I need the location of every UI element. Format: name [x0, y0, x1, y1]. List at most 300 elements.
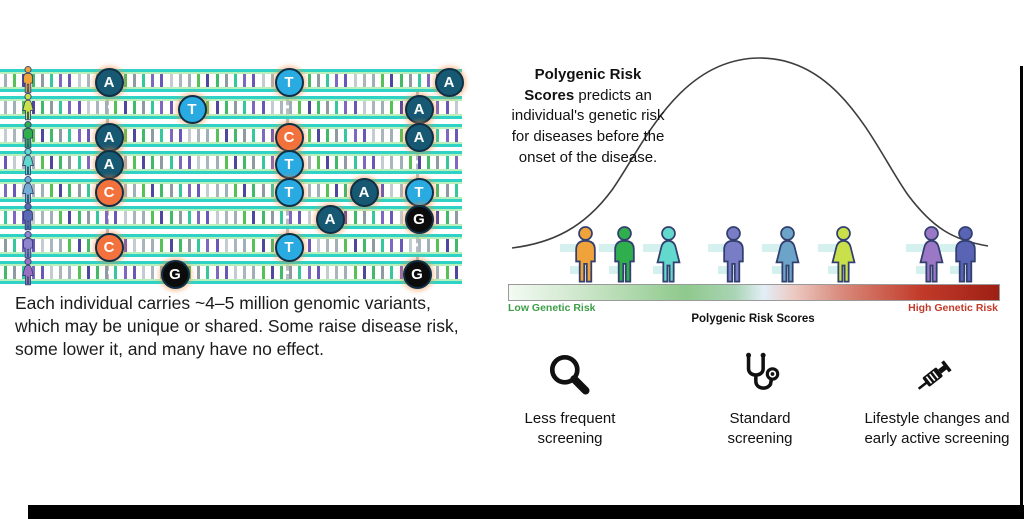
- base-pair-tick: [317, 80, 320, 87]
- base-pair-tick: [344, 272, 347, 279]
- base-pair-tick: [446, 272, 449, 279]
- base-pair-tick: [133, 80, 136, 87]
- base-pair-tick: [344, 107, 347, 114]
- base-pair-tick: [170, 80, 173, 87]
- individual-icon: [20, 258, 36, 286]
- base-pair-tick: [13, 217, 16, 224]
- base-pair-tick: [455, 272, 458, 279]
- base-pair-tick: [298, 272, 301, 279]
- base-pair-tick: [271, 190, 274, 197]
- base-pair-tick: [354, 272, 357, 279]
- base-pair-tick: [225, 217, 228, 224]
- base-pair-tick: [317, 162, 320, 169]
- base-pair-tick: [133, 190, 136, 197]
- base-pair-tick: [409, 162, 412, 169]
- base-pair-tick: [206, 217, 209, 224]
- base-pair-tick: [87, 190, 90, 197]
- risk-gradient-bar: [508, 284, 1000, 301]
- base-pair-tick: [216, 162, 219, 169]
- dna-strand: [0, 179, 462, 202]
- base-pair-tick: [114, 217, 117, 224]
- base-pair-tick: [4, 272, 7, 279]
- base-pair-tick: [96, 217, 99, 224]
- base-pair-tick: [446, 190, 449, 197]
- variant-allele-A: A: [435, 68, 464, 97]
- base-pair-tick: [13, 245, 16, 252]
- base-pair-tick: [59, 190, 62, 197]
- base-pair-tick: [446, 217, 449, 224]
- variant-allele-A: A: [95, 68, 124, 97]
- base-pair-tick: [206, 190, 209, 197]
- base-pair-tick: [354, 80, 357, 87]
- base-pair-tick: [216, 272, 219, 279]
- base-pair-tick: [142, 135, 145, 142]
- individual-icon: [20, 176, 36, 204]
- base-pair-tick: [78, 272, 81, 279]
- base-pair-tick: [133, 107, 136, 114]
- dna-strand: [0, 96, 462, 119]
- base-pair-tick: [455, 135, 458, 142]
- base-pair-tick: [344, 80, 347, 87]
- base-pair-tick: [4, 135, 7, 142]
- variant-allele-C: C: [275, 123, 304, 152]
- base-pair-tick: [418, 80, 421, 87]
- intro-rest: predicts an individual's genetic risk for diseases before the onset of the disease.: [511, 86, 665, 166]
- base-pair-tick: [381, 162, 384, 169]
- base-pair-tick: [170, 190, 173, 197]
- base-pair-tick: [133, 217, 136, 224]
- base-pair-tick: [59, 217, 62, 224]
- base-pair-tick: [78, 245, 81, 252]
- base-pair-tick: [124, 162, 127, 169]
- base-pair-tick: [151, 80, 154, 87]
- base-pair-tick: [160, 80, 163, 87]
- variant-allele-A: A: [316, 205, 345, 234]
- base-pair-tick: [271, 80, 274, 87]
- variant-allele-T: T: [275, 178, 304, 207]
- base-pair-tick: [335, 245, 338, 252]
- base-pair-tick: [41, 162, 44, 169]
- base-pair-tick: [381, 80, 384, 87]
- high-risk-label: High Genetic Risk: [908, 302, 998, 314]
- base-pair-tick: [280, 272, 283, 279]
- base-pair-tick: [133, 162, 136, 169]
- base-pair-tick: [225, 107, 228, 114]
- base-pair-tick: [68, 107, 71, 114]
- base-pair-tick: [262, 135, 265, 142]
- base-pair-tick: [262, 272, 265, 279]
- base-pair-tick: [234, 162, 237, 169]
- base-pair-tick: [271, 245, 274, 252]
- base-pair-tick: [446, 162, 449, 169]
- base-pair-tick: [87, 162, 90, 169]
- base-pair-tick: [13, 135, 16, 142]
- base-pair-tick: [188, 80, 191, 87]
- base-pair-tick: [390, 80, 393, 87]
- base-pair-tick: [381, 190, 384, 197]
- base-pair-tick: [446, 135, 449, 142]
- base-pair-tick: [308, 190, 311, 197]
- base-pair-tick: [271, 162, 274, 169]
- base-pair-tick: [446, 107, 449, 114]
- risk-person-icon: [717, 226, 750, 284]
- base-pair-tick: [262, 245, 265, 252]
- risk-person-icon: [915, 226, 948, 284]
- base-pair-tick: [41, 272, 44, 279]
- base-pair-tick: [124, 217, 127, 224]
- base-pair-tick: [326, 135, 329, 142]
- base-pair-tick: [197, 217, 200, 224]
- base-pair-tick: [78, 217, 81, 224]
- individual-icon: [20, 93, 36, 121]
- magnifier-icon: [545, 350, 595, 400]
- base-pair-tick: [390, 245, 393, 252]
- base-pair-tick: [308, 272, 311, 279]
- base-pair-tick: [4, 80, 7, 87]
- base-pair-tick: [68, 272, 71, 279]
- base-pair-tick: [68, 245, 71, 252]
- base-pair-tick: [418, 162, 421, 169]
- base-pair-tick: [243, 162, 246, 169]
- base-pair-tick: [50, 272, 53, 279]
- base-pair-tick: [197, 190, 200, 197]
- base-pair-tick: [363, 245, 366, 252]
- base-pair-tick: [326, 107, 329, 114]
- base-pair-tick: [372, 217, 375, 224]
- base-pair-tick: [344, 190, 347, 197]
- base-pair-tick: [243, 80, 246, 87]
- base-pair-tick: [354, 245, 357, 252]
- base-pair-tick: [160, 217, 163, 224]
- base-pair-tick: [151, 245, 154, 252]
- base-pair-tick: [271, 135, 274, 142]
- action-label: Less frequent screening: [524, 410, 616, 447]
- base-pair-tick: [59, 107, 62, 114]
- base-pair-tick: [436, 272, 439, 279]
- base-pair-tick: [363, 107, 366, 114]
- action-label: Standard screening: [727, 410, 793, 447]
- variant-allele-A: A: [405, 95, 434, 124]
- base-pair-tick: [216, 107, 219, 114]
- base-pair-tick: [455, 107, 458, 114]
- base-pair-tick: [151, 162, 154, 169]
- base-pair-tick: [317, 135, 320, 142]
- risk-person-icon: [771, 226, 804, 284]
- base-pair-tick: [298, 107, 301, 114]
- base-pair-tick: [225, 162, 228, 169]
- base-pair-tick: [188, 245, 191, 252]
- base-pair-tick: [326, 245, 329, 252]
- base-pair-tick: [390, 162, 393, 169]
- base-pair-tick: [124, 245, 127, 252]
- base-pair-tick: [13, 190, 16, 197]
- base-pair-tick: [317, 190, 320, 197]
- base-pair-tick: [179, 162, 182, 169]
- base-pair-tick: [50, 217, 53, 224]
- base-pair-tick: [271, 107, 274, 114]
- base-pair-tick: [96, 107, 99, 114]
- base-pair-tick: [317, 272, 320, 279]
- base-pair-tick: [4, 162, 7, 169]
- base-pair-tick: [179, 245, 182, 252]
- base-pair-tick: [308, 162, 311, 169]
- base-pair-tick: [243, 217, 246, 224]
- base-pair-tick: [78, 80, 81, 87]
- base-pair-tick: [234, 245, 237, 252]
- base-pair-tick: [68, 217, 71, 224]
- variant-allele-T: T: [275, 68, 304, 97]
- base-pair-tick: [252, 107, 255, 114]
- base-pair-tick: [133, 135, 136, 142]
- base-pair-tick: [252, 162, 255, 169]
- risk-person-icon: [608, 226, 641, 284]
- base-pair-tick: [197, 80, 200, 87]
- base-pair-tick: [142, 107, 145, 114]
- base-pair-tick: [262, 162, 265, 169]
- base-pair-tick: [344, 135, 347, 142]
- base-pair-tick: [133, 272, 136, 279]
- base-pair-tick: [160, 245, 163, 252]
- base-pair-tick: [262, 107, 265, 114]
- base-pair-tick: [409, 80, 412, 87]
- base-pair-tick: [400, 107, 403, 114]
- base-pair-tick: [206, 272, 209, 279]
- base-pair-tick: [427, 80, 430, 87]
- base-pair-tick: [409, 245, 412, 252]
- base-pair-tick: [188, 162, 191, 169]
- action-column: [675, 350, 845, 448]
- base-pair-tick: [335, 107, 338, 114]
- base-pair-tick: [13, 80, 16, 87]
- variant-allele-G: G: [161, 260, 190, 289]
- base-pair-tick: [234, 190, 237, 197]
- risk-person-icon: [949, 226, 982, 284]
- base-pair-tick: [50, 107, 53, 114]
- base-pair-tick: [170, 245, 173, 252]
- base-pair-tick: [124, 80, 127, 87]
- base-pair-tick: [354, 162, 357, 169]
- base-pair-tick: [372, 80, 375, 87]
- variant-allele-C: C: [95, 178, 124, 207]
- individual-icon: [20, 148, 36, 176]
- base-pair-tick: [216, 245, 219, 252]
- base-pair-tick: [326, 80, 329, 87]
- base-pair-tick: [59, 272, 62, 279]
- base-pair-tick: [372, 135, 375, 142]
- base-pair-tick: [436, 190, 439, 197]
- base-pair-tick: [225, 135, 228, 142]
- base-pair-tick: [271, 272, 274, 279]
- risk-person-icon: [569, 226, 602, 284]
- base-pair-tick: [170, 217, 173, 224]
- base-pair-tick: [400, 190, 403, 197]
- base-pair-tick: [41, 80, 44, 87]
- base-pair-tick: [446, 245, 449, 252]
- base-pair-tick: [142, 80, 145, 87]
- base-pair-tick: [105, 107, 108, 114]
- variant-allele-A: A: [95, 150, 124, 179]
- variant-allele-A: A: [95, 123, 124, 152]
- base-pair-tick: [59, 80, 62, 87]
- base-pair-tick: [197, 162, 200, 169]
- base-pair-tick: [179, 217, 182, 224]
- polygenic-intro-text: [508, 65, 668, 168]
- right-edge-line: [1020, 66, 1023, 519]
- base-pair-tick: [455, 217, 458, 224]
- variant-allele-T: T: [275, 150, 304, 179]
- base-pair-tick: [372, 107, 375, 114]
- base-pair-tick: [151, 190, 154, 197]
- base-pair-tick: [188, 217, 191, 224]
- base-pair-tick: [87, 80, 90, 87]
- base-pair-tick: [133, 245, 136, 252]
- base-pair-tick: [363, 272, 366, 279]
- individual-icon: [20, 203, 36, 231]
- base-pair-tick: [41, 107, 44, 114]
- base-pair-tick: [381, 135, 384, 142]
- base-pair-tick: [78, 107, 81, 114]
- base-pair-tick: [372, 162, 375, 169]
- base-pair-tick: [280, 107, 283, 114]
- base-pair-tick: [262, 80, 265, 87]
- base-pair-tick: [436, 107, 439, 114]
- base-pair-tick: [151, 217, 154, 224]
- base-pair-tick: [114, 107, 117, 114]
- base-pair-tick: [436, 245, 439, 252]
- base-pair-tick: [354, 135, 357, 142]
- base-pair-tick: [390, 217, 393, 224]
- base-pair-tick: [170, 162, 173, 169]
- dna-strand: [0, 206, 462, 229]
- base-pair-tick: [225, 80, 228, 87]
- dna-strand: [0, 69, 462, 92]
- base-pair-tick: [436, 162, 439, 169]
- base-pair-tick: [455, 245, 458, 252]
- base-pair-tick: [363, 217, 366, 224]
- base-pair-tick: [87, 107, 90, 114]
- base-pair-tick: [289, 217, 292, 224]
- dna-strand: [0, 151, 462, 174]
- base-pair-tick: [142, 162, 145, 169]
- base-pair-tick: [372, 272, 375, 279]
- base-pair-tick: [234, 135, 237, 142]
- risk-person-icon: [652, 226, 685, 284]
- base-pair-tick: [335, 80, 338, 87]
- base-pair-tick: [400, 80, 403, 87]
- base-pair-tick: [252, 135, 255, 142]
- base-pair-tick: [151, 107, 154, 114]
- base-pair-tick: [326, 162, 329, 169]
- base-pair-tick: [262, 190, 265, 197]
- base-pair-tick: [50, 190, 53, 197]
- base-pair-tick: [326, 272, 329, 279]
- variant-allele-G: G: [405, 205, 434, 234]
- base-pair-tick: [50, 162, 53, 169]
- base-pair-tick: [142, 272, 145, 279]
- base-pair-tick: [4, 245, 7, 252]
- base-pair-tick: [59, 135, 62, 142]
- base-pair-tick: [124, 272, 127, 279]
- base-pair-tick: [197, 272, 200, 279]
- base-pair-tick: [124, 135, 127, 142]
- base-pair-tick: [252, 80, 255, 87]
- base-pair-tick: [243, 107, 246, 114]
- base-pair-tick: [78, 190, 81, 197]
- base-pair-tick: [216, 190, 219, 197]
- base-pair-tick: [197, 245, 200, 252]
- stethoscope-icon: [735, 350, 785, 400]
- base-pair-tick: [87, 245, 90, 252]
- base-pair-tick: [317, 245, 320, 252]
- base-pair-tick: [308, 107, 311, 114]
- base-pair-tick: [124, 107, 127, 114]
- base-pair-tick: [335, 190, 338, 197]
- bottom-black-bar: [28, 505, 1024, 519]
- base-pair-tick: [363, 162, 366, 169]
- base-pair-tick: [41, 217, 44, 224]
- base-pair-tick: [87, 272, 90, 279]
- base-pair-tick: [4, 107, 7, 114]
- base-pair-tick: [372, 245, 375, 252]
- base-pair-tick: [151, 135, 154, 142]
- base-pair-tick: [160, 162, 163, 169]
- base-pair-tick: [280, 217, 283, 224]
- base-pair-tick: [344, 162, 347, 169]
- base-pair-tick: [206, 135, 209, 142]
- base-pair-tick: [151, 272, 154, 279]
- base-pair-tick: [271, 217, 274, 224]
- base-pair-tick: [381, 217, 384, 224]
- base-pair-tick: [234, 107, 237, 114]
- base-pair-tick: [59, 245, 62, 252]
- base-pair-tick: [206, 162, 209, 169]
- base-pair-tick: [335, 162, 338, 169]
- dna-strand: [0, 234, 462, 257]
- base-pair-tick: [170, 135, 173, 142]
- base-pair-tick: [225, 245, 228, 252]
- base-pair-tick: [179, 135, 182, 142]
- base-pair-tick: [105, 272, 108, 279]
- base-pair-tick: [188, 190, 191, 197]
- base-pair-tick: [252, 190, 255, 197]
- base-pair-tick: [390, 135, 393, 142]
- base-pair-tick: [381, 272, 384, 279]
- base-pair-tick: [160, 107, 163, 114]
- base-pair-tick: [87, 135, 90, 142]
- base-pair-tick: [363, 80, 366, 87]
- base-pair-tick: [4, 190, 7, 197]
- base-pair-tick: [234, 272, 237, 279]
- dna-strand: [0, 124, 462, 147]
- variants-caption: Each individual carries ~4–5 million genomic variants, which may be unique or shared. Some raise disease risk, some lower it, and many have no effect.: [15, 293, 459, 359]
- base-pair-tick: [96, 272, 99, 279]
- variant-allele-T: T: [275, 233, 304, 262]
- base-pair-tick: [206, 245, 209, 252]
- base-pair-tick: [50, 135, 53, 142]
- base-pair-tick: [262, 217, 265, 224]
- base-pair-tick: [105, 217, 108, 224]
- base-pair-tick: [41, 190, 44, 197]
- risk-person-icon: [827, 226, 860, 284]
- base-pair-tick: [400, 217, 403, 224]
- base-pair-tick: [289, 107, 292, 114]
- base-pair-tick: [206, 107, 209, 114]
- base-pair-tick: [317, 107, 320, 114]
- base-pair-tick: [354, 217, 357, 224]
- base-pair-tick: [68, 190, 71, 197]
- base-pair-tick: [142, 217, 145, 224]
- base-pair-tick: [41, 245, 44, 252]
